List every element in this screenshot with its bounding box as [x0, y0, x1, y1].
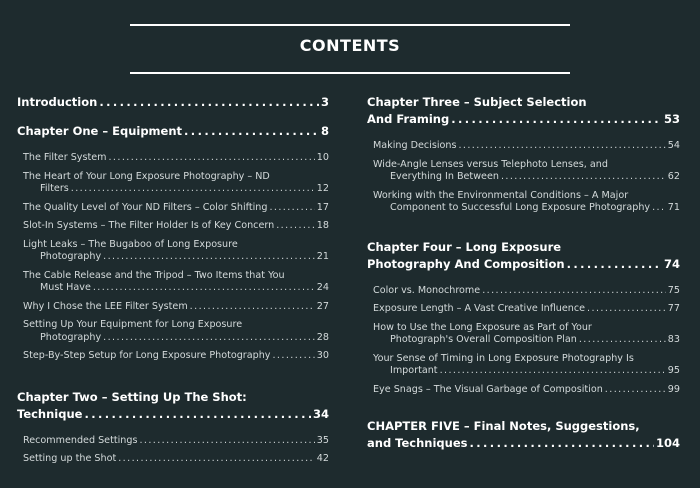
toc-chapter-entry[interactable]	[367, 239, 680, 273]
toc-page-number: 77	[667, 303, 680, 314]
toc-section-entry[interactable]	[17, 301, 329, 314]
toc-entry-line	[23, 202, 329, 215]
toc-entry-line	[367, 111, 680, 128]
toc-entry-title-line: Light Leaks – The Bugaboo of Long Exposure	[23, 238, 238, 250]
toc-entry-line	[23, 453, 329, 466]
toc-entry-line	[23, 301, 329, 314]
toc-right-column	[367, 94, 680, 464]
toc-page-number: 95	[667, 365, 680, 376]
toc-page-number: 10	[316, 152, 329, 163]
toc-chapter-entry[interactable]	[17, 94, 329, 111]
toc-entry-title-line: How to Use the Long Exposure as Part of Your	[373, 321, 592, 333]
toc-entry-title: Photography And Composition	[367, 256, 565, 271]
toc-entry-title: Slot-In Systems – The Filter Holder Is of Key Concern	[23, 220, 275, 231]
toc-section-entry[interactable]	[367, 190, 680, 215]
toc-page-number: 71	[667, 202, 680, 213]
toc-entry-line	[373, 202, 680, 215]
toc-page-number: 54	[667, 140, 680, 151]
toc-section-entry[interactable]	[17, 202, 329, 215]
toc-entry-title: Why I Chose the LEE Filter System	[23, 300, 188, 312]
toc-section-entry[interactable]	[17, 152, 329, 165]
toc-page-number: 34	[312, 406, 329, 421]
toc-entry-title-line: Wide-Angle Lenses versus Telephoto Lenses, and	[373, 158, 608, 170]
toc-entry-line	[23, 251, 329, 264]
toc-entry-title: Eye Snags – The Visual Garbage of Composition	[373, 383, 603, 395]
toc-entry-line	[367, 256, 680, 273]
toc-entry-title: Everything In Between	[390, 171, 499, 182]
toc-leader-dots	[605, 384, 666, 397]
toc-leader-dots	[103, 332, 315, 345]
toc-leader-dots	[470, 435, 654, 452]
toc-entry-title: Must Have	[40, 282, 91, 293]
toc-section-entry[interactable]	[367, 384, 680, 397]
toc-entry-line	[23, 220, 329, 233]
toc-left-column	[17, 94, 329, 472]
toc-entry-title: Step-By-Step Setup for Long Exposure Photography	[23, 350, 271, 361]
toc-entry-line	[17, 123, 329, 140]
toc-page-number: 12	[316, 183, 329, 194]
toc-entry-line	[373, 140, 680, 153]
toc-section-entry[interactable]	[367, 322, 680, 347]
toc-leader-dots	[139, 435, 314, 448]
toc-entry-line	[373, 303, 680, 316]
toc-section-entry[interactable]	[17, 171, 329, 196]
toc-entry-title: Exposure Length – A Vast Creative Influence	[373, 303, 586, 314]
toc-entry-title: Recommended Settings	[23, 434, 138, 446]
toc-entry-line	[23, 435, 329, 448]
toc-leader-dots	[108, 152, 314, 165]
toc-leader-dots	[652, 202, 666, 215]
toc-page-number: 42	[316, 453, 329, 464]
toc-entry-title-line: Chapter Two – Setting Up The Shot:	[17, 389, 247, 404]
title-rule-top	[130, 24, 570, 26]
toc-page-number: 17	[316, 201, 329, 213]
toc-page-number: 35	[316, 434, 329, 446]
toc-entry-title: and Techniques	[367, 436, 468, 450]
toc-entry-line	[373, 334, 680, 347]
toc-page-number: 24	[316, 282, 329, 293]
toc-leader-dots	[501, 171, 666, 184]
toc-entry-line	[373, 285, 680, 298]
toc-entry-title: Technique	[17, 406, 83, 421]
toc-entry-title-line: Your Sense of Timing in Long Exposure Photography Is	[373, 352, 634, 364]
toc-leader-dots	[276, 220, 315, 233]
toc-entry-line	[373, 384, 680, 397]
toc-entry-title: Introduction	[17, 95, 98, 109]
toc-entry-title: And Framing	[367, 112, 450, 126]
toc-page-number: 27	[316, 300, 329, 312]
toc-leader-dots	[184, 123, 319, 140]
toc-page-number: 62	[667, 171, 680, 182]
toc-leader-dots	[451, 111, 662, 128]
toc-page-number: 3	[320, 95, 329, 109]
toc-entry-title-line: Working with the Environmental Conditions – A Major	[373, 189, 629, 201]
toc-section-entry[interactable]	[367, 285, 680, 298]
toc-leader-dots	[272, 350, 314, 363]
toc-section-entry[interactable]	[367, 303, 680, 316]
toc-section-entry[interactable]	[17, 270, 329, 295]
toc-entry-title: Photograph's Overall Composition Plan	[390, 334, 577, 345]
toc-leader-dots	[93, 282, 315, 295]
toc-entry-line	[373, 365, 680, 378]
toc-leader-dots	[579, 334, 666, 347]
toc-leader-dots	[269, 202, 314, 215]
toc-page-number: 83	[667, 334, 680, 345]
toc-entry-title: Component to Successful Long Exposure Photography	[390, 202, 651, 213]
toc-section-entry[interactable]	[367, 159, 680, 184]
toc-section-entry[interactable]	[367, 353, 680, 378]
toc-chapter-entry[interactable]	[17, 123, 329, 140]
toc-chapter-entry[interactable]	[367, 94, 680, 128]
toc-entry-title: Photography	[40, 251, 102, 262]
toc-page-number: 18	[316, 220, 329, 231]
toc-leader-dots	[71, 183, 315, 196]
toc-entry-line	[23, 350, 329, 363]
toc-section-entry[interactable]	[367, 140, 680, 153]
toc-section-entry[interactable]	[17, 350, 329, 363]
toc-leader-dots	[440, 365, 666, 378]
toc-page-number: 8	[320, 124, 329, 138]
toc-entry-line	[373, 171, 680, 184]
toc-leader-dots	[190, 301, 315, 314]
toc-chapter-entry[interactable]	[17, 389, 329, 423]
toc-section-entry[interactable]	[17, 239, 329, 264]
toc-section-entry[interactable]	[17, 220, 329, 233]
toc-section-entry[interactable]	[17, 435, 329, 448]
toc-section-entry[interactable]	[17, 453, 329, 466]
toc-chapter-entry[interactable]	[367, 418, 680, 452]
toc-entry-title: Important	[390, 365, 438, 376]
toc-entry-line	[23, 152, 329, 165]
toc-entry-title-line: The Heart of Your Long Exposure Photography – ND	[23, 170, 270, 182]
toc-leader-dots	[103, 251, 315, 264]
toc-entry-title: Chapter One – Equipment	[17, 124, 183, 138]
page-title: CONTENTS	[299, 36, 401, 55]
toc-section-entry[interactable]	[17, 319, 329, 344]
toc-page-number: 104	[655, 436, 680, 450]
toc-page-number: 99	[667, 383, 680, 395]
toc-leader-dots	[99, 94, 319, 111]
toc-leader-dots	[482, 285, 666, 298]
toc-page-number: 74	[663, 256, 680, 271]
toc-entry-line	[23, 282, 329, 295]
toc-page-number: 30	[316, 350, 329, 361]
title-rule-bottom	[130, 72, 570, 74]
toc-entry-title-line: The Cable Release and the Tripod – Two Items that You	[23, 269, 285, 281]
toc-entry-line	[23, 332, 329, 345]
toc-entry-title: Photography	[40, 331, 102, 343]
toc-entry-title-line: CHAPTER FIVE – Final Notes, Suggestions,	[367, 419, 640, 433]
toc-entry-title-line: Chapter Three – Subject Selection	[367, 95, 587, 109]
toc-page-number: 21	[316, 251, 329, 262]
toc-entry-line	[17, 94, 329, 111]
toc-entry-title: Making Decisions	[373, 140, 457, 151]
toc-leader-dots	[84, 406, 311, 423]
toc-leader-dots	[587, 303, 666, 316]
toc-entry-title: Filters	[40, 183, 69, 194]
toc-page-number: 28	[316, 331, 329, 343]
toc-page-number: 75	[667, 284, 680, 296]
toc-entry-title-line: Chapter Four – Long Exposure	[367, 239, 562, 254]
toc-entry-line	[23, 183, 329, 196]
toc-entry-title: Color vs. Monochrome	[373, 284, 481, 296]
toc-entry-title: Setting up the Shot	[23, 453, 117, 464]
toc-entry-title-line: Setting Up Your Equipment for Long Exposure	[23, 319, 243, 330]
toc-leader-dots	[118, 453, 315, 466]
toc-entry-line	[367, 435, 680, 452]
toc-entry-title: The Filter System	[23, 152, 107, 163]
toc-entry-title: The Quality Level of Your ND Filters – Color Shifting	[23, 201, 268, 213]
toc-leader-dots	[458, 140, 665, 153]
toc-page-number: 53	[663, 112, 680, 126]
toc-leader-dots	[567, 256, 662, 273]
toc-entry-line	[17, 406, 329, 423]
